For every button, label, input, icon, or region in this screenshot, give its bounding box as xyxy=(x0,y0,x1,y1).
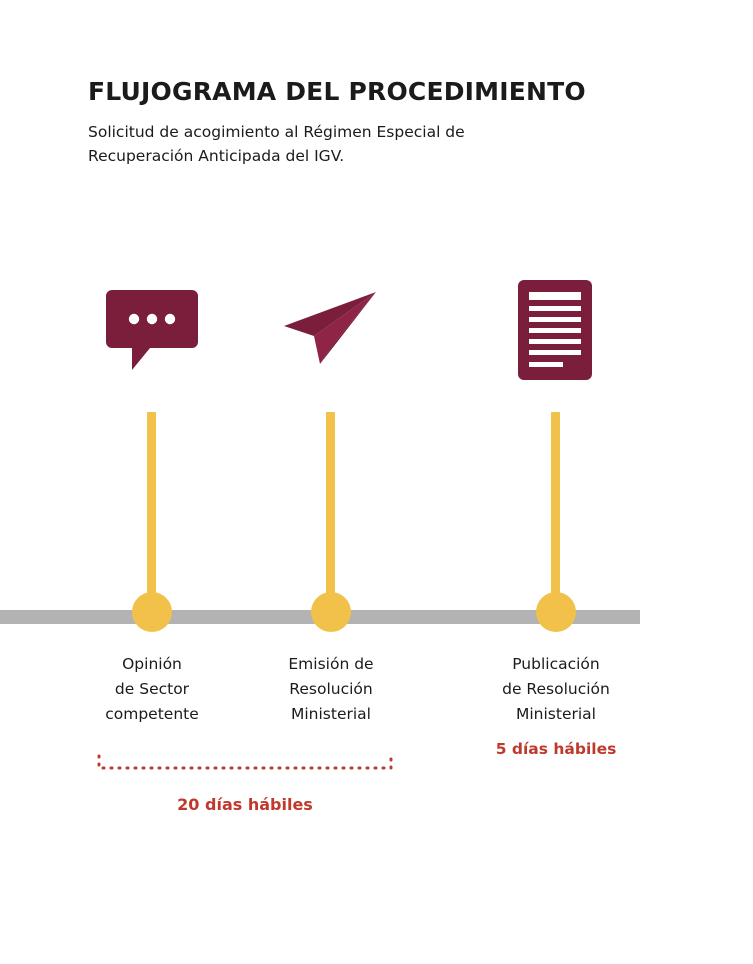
document-icon xyxy=(465,270,645,390)
step-1-label xyxy=(52,652,252,727)
step-1-stem xyxy=(147,412,156,612)
page-title: FLUJOGRAMA DEL PROCEDIMIENTO xyxy=(88,77,586,106)
step-3-label-line-3: Ministerial xyxy=(516,705,596,724)
step-3 xyxy=(465,270,645,390)
step-1-label-line-2: de Sector xyxy=(114,680,190,699)
step-2-label xyxy=(231,652,431,727)
step-3-stem xyxy=(551,412,560,612)
paper-plane-icon xyxy=(240,270,420,390)
step-3-label xyxy=(456,652,656,762)
step-1 xyxy=(62,270,242,390)
speech-bubble-icon xyxy=(62,270,242,390)
step-2-dot xyxy=(311,592,351,632)
bracket-duration-label: 20 días hábiles xyxy=(177,795,313,814)
step-3-dot xyxy=(536,592,576,632)
step-2-stem xyxy=(326,412,335,612)
step-2-label-line-2: Resolución xyxy=(289,680,373,699)
duration-bracket xyxy=(95,752,395,782)
step-1-label-line-1: Opinión xyxy=(122,655,182,673)
step-1-label-line-3: competente xyxy=(105,705,199,724)
step-1-dot xyxy=(132,592,172,632)
step-2-label-line-1: Emisión de xyxy=(288,655,374,673)
step-3-duration: 5 días hábiles xyxy=(495,740,617,759)
step-3-label-line-1: Publicación xyxy=(512,655,600,673)
step-3-label-line-2: de Resolución xyxy=(502,680,610,699)
step-2 xyxy=(240,270,420,390)
step-2-label-line-3: Ministerial xyxy=(291,705,371,724)
page-subtitle: Solicitud de acogimiento al Régimen Especial de Recuperación Anticipada del IGV. xyxy=(88,122,465,165)
